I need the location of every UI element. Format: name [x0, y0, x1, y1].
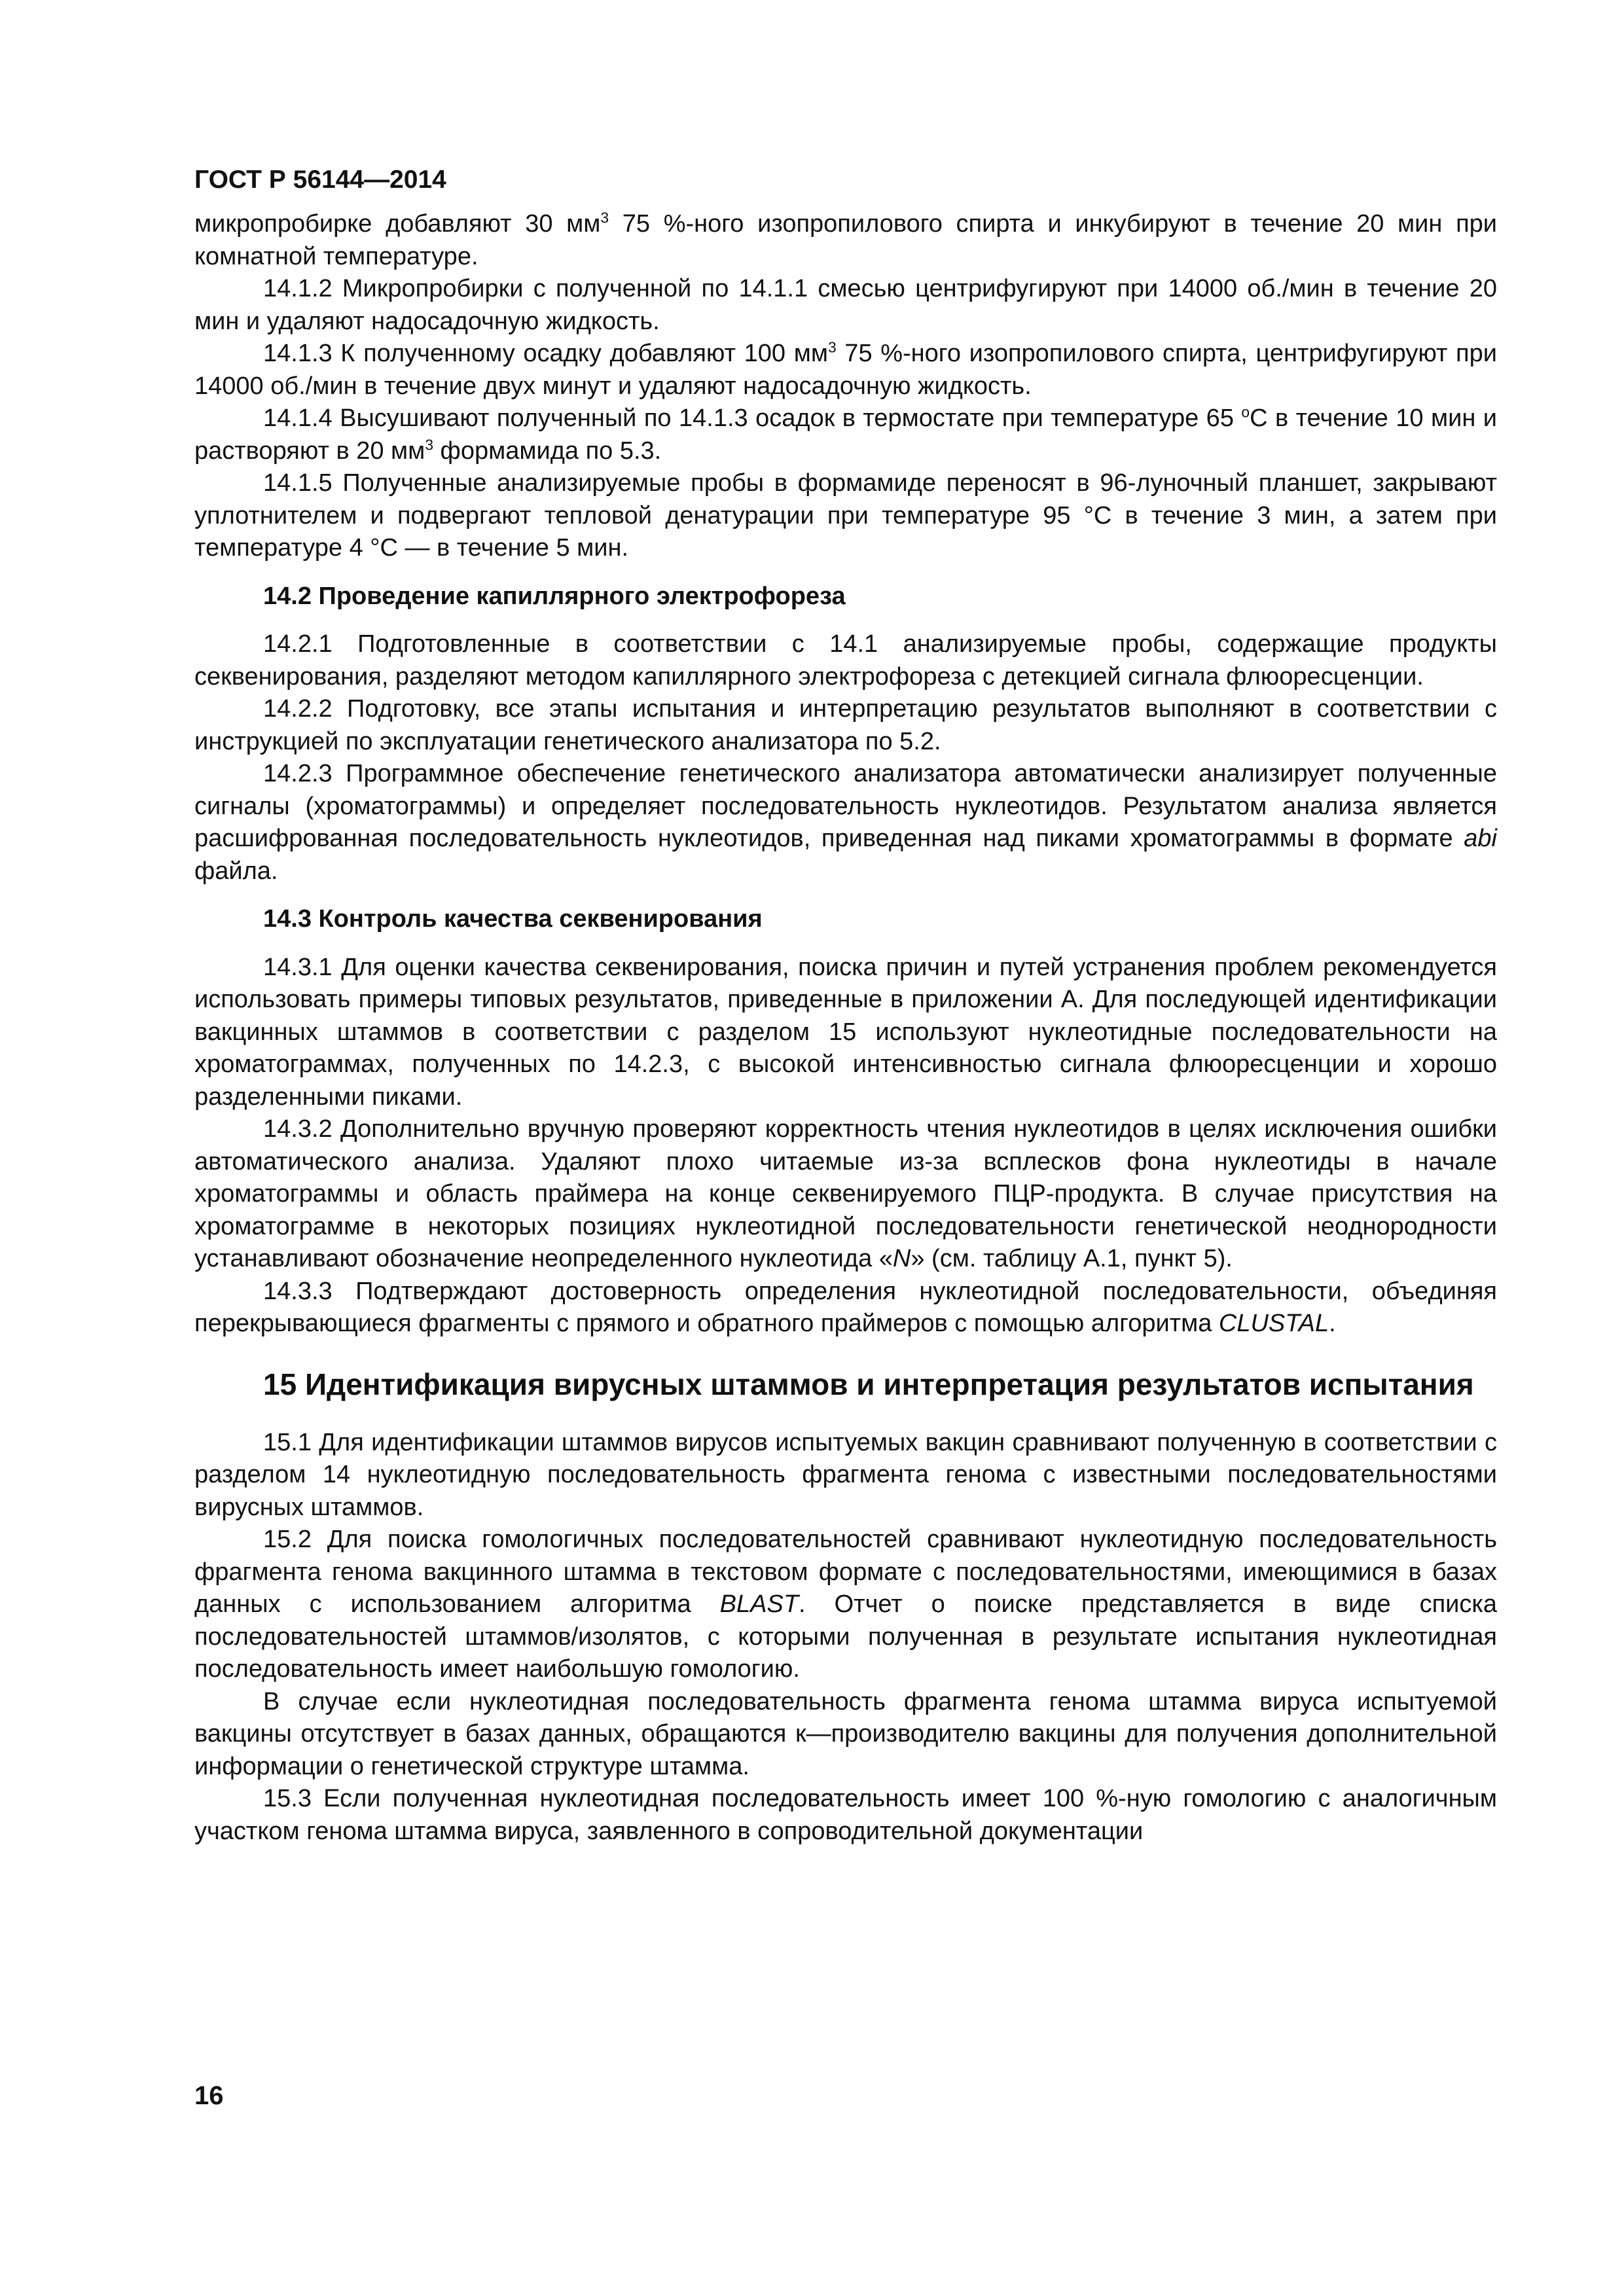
- heading-section-15: 15 Идентификация вирусных штаммов и интерпретация результатов испытания: [263, 1367, 1474, 1401]
- paragraph-14-3-1: 14.3.1 Для оценки качества секвенирования, поиска причин и путей устранения проблем рекомендуется использовать примеры типовых результатов, приведенные в приложении А. Для последующей идентификации вакцинных штаммов в соответствии с разделом 15 используют нуклеотидные последовательности на хроматограммах, полученных по 14.2.3, с высокой интенсивностью сигнала флюоресценции и хорошо разделенными пиками.: [194, 953, 1497, 1111]
- document-header: ГОСТ Р 56144—2014: [194, 166, 446, 194]
- heading-14-3: 14.3 Контроль качества секвенирования: [263, 905, 763, 933]
- heading-14-2: 14.2 Проведение капиллярного электрофореза: [263, 582, 846, 610]
- paragraph-15-3: 15.3 Если полученная нуклеотидная последовательность имеет 100 %-ную гомологию с аналогичным участком генома штамма вируса, заявленного в сопроводительной документации: [194, 1785, 1497, 1845]
- paragraph-14-3-3: 14.3.3 Подтверждают достоверность определения нуклеотидной последовательности, объединяя перекрывающиеся фрагменты с прямого и обратного праймеров с помощью алгоритма CLUSTAL.: [194, 1277, 1497, 1337]
- paragraph-continuation: микропробирке добавляют 30 $мм^3$ 75 %-ного изопропилового спирта и инкубируют в течение 20 мин при комнатной температуре.: [194, 209, 1498, 270]
- paragraph-14-1-5: 14.1.5 Полученные анализируемые пробы в формамиде переносят в 96-луночный планшет, закрывают уплотнителем и подвергают тепловой денатурации при температуре 95 °С в течение 3 мин, а затем при температуре 4 °С — в течение 5 мин.: [194, 469, 1497, 562]
- paragraph-14-2-3: 14.2.3 Программное обеспечение генетического анализатора автоматически анализирует полученные сигналы (хроматограммы) и определяет последовательность нуклеотидов. Результатом анализа является расшифрованная последовательность нуклеотидов, приведенная над пиками хроматограммы в формате abi файла.: [194, 760, 1497, 885]
- paragraph-14-1-2: 14.1.2 Микропробирки с полученной по 14.1.1 смесью центрифугируют при 14000 об./мин в течение 20 мин и удаляют надосадочную жидкость.: [194, 275, 1497, 335]
- paragraph-15-2: 15.2 Для поиска гомологичных последовательностей сравнивают нуклеотидную последовательность фрагмента генома вакцинного штамма в текстовом формате с последовательностями, имеющимися в базах данных с использованием алгоритма BLAST. Отчет о поиске представляется в виде списка последовательностей штаммов/изолятов, с которыми полученная в результате испытания нуклеотидная последовательность имеет наибольшую гомологию.: [194, 1526, 1497, 1683]
- paragraph-15-2-note: В случае если нуклеотидная последовательность фрагмента генома штамма вируса испытуемой вакцины отсутствует в базах данных, обращаются к—производителю вакцины для получения дополнительной информации о генетической структуре штамма.: [194, 1687, 1497, 1780]
- paragraph-14-1-3: 14.1.3 К полученному осадку добавляют 100 $мм^3$ 75 %-ного изопропилового спирта, центрифугируют при 14000 об./мин в течение двух минут и удаляют надосадочную жидкость.: [194, 338, 1497, 400]
- page-number: 16: [194, 2081, 224, 2110]
- paragraph-14-1-4: 14.1.4 Высушивают полученный по 14.1.3 осадок в термостате при температуре 65 $^о$С в течение 10 мин и растворяют в 20 $мм^3$ формамида по 5.3.: [194, 403, 1497, 465]
- document-page: [194, 164, 1497, 1848]
- paragraph-14-2-2: 14.2.2 Подготовку, все этапы испытания и интерпретацию результатов выполняют в соответствии с инструкцией по эксплуатации генетического анализатора по 5.2.: [194, 695, 1497, 755]
- paragraph-14-3-2: 14.3.2 Дополнительно вручную проверяют корректность чтения нуклеотидов в целях исключения ошибки автоматического анализа. Удаляют плохо читаемые из-за всплесков фона нуклеотиды в начале хроматограммы и область праймера на конце секвенируемого ПЦР-продукта. В случае присутствия на хроматограмме в некоторых позициях нуклеотидной последовательности генетической неоднородности устанавливают обозначение неопределенного нуклеотида «N» (см. таблицу А.1, пункт 5).: [194, 1115, 1497, 1272]
- paragraph-14-2-1: 14.2.1 Подготовленные в соответствии с 14.1 анализируемые пробы, содержащие продукты секвенирования, разделяют методом капиллярного электрофореза с детекцией сигнала флюоресценции.: [194, 630, 1497, 691]
- paragraph-15-1: 15.1 Для идентификации штаммов вирусов испытуемых вакцин сравнивают полученную в соответствии с разделом 14 нуклеотидную последовательность фрагмента генома с известными последовательностями вирусных штаммов.: [194, 1428, 1497, 1521]
